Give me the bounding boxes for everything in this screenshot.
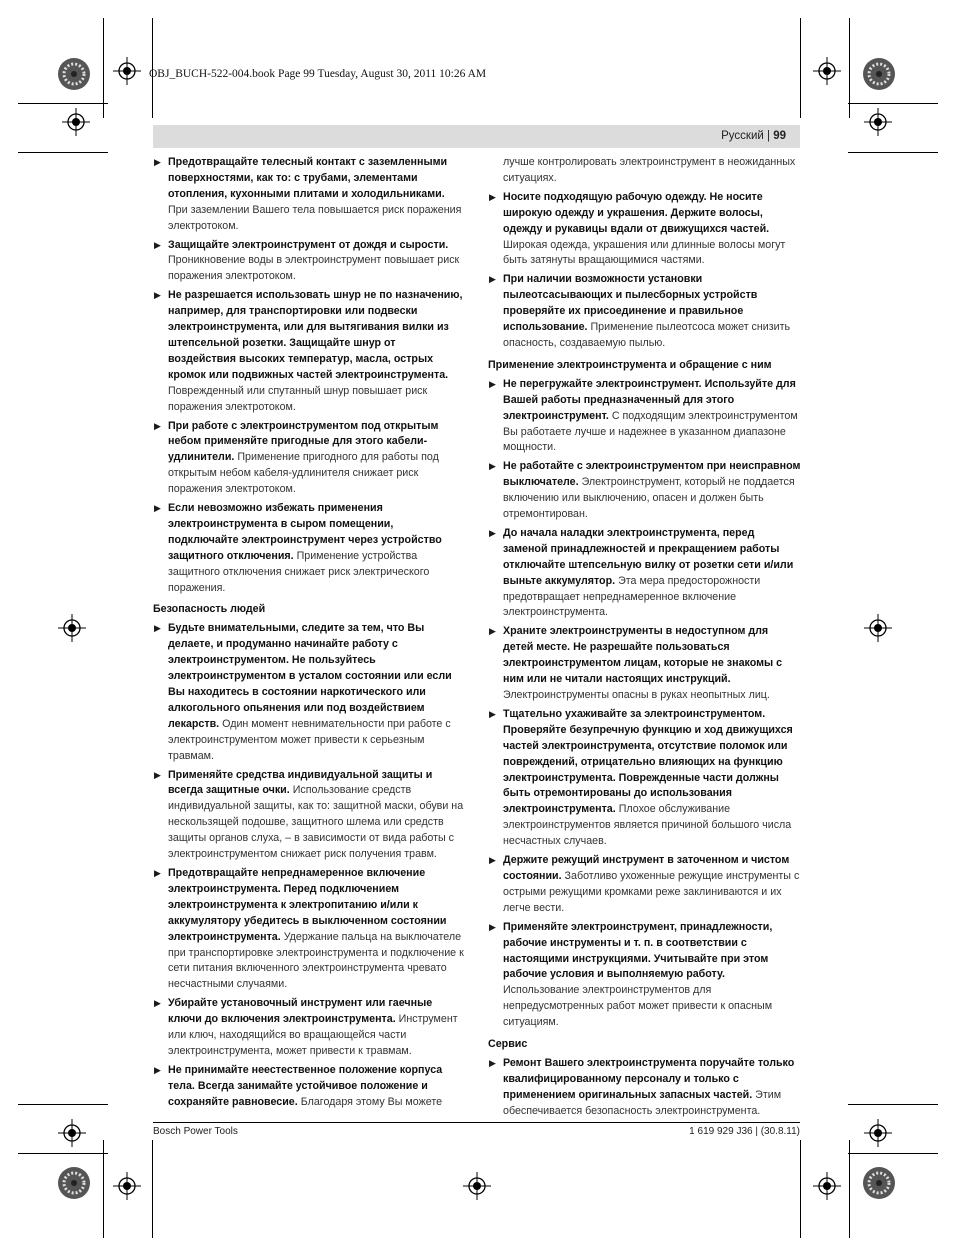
left-column bbox=[153, 155, 465, 1114]
crop-line bbox=[800, 18, 801, 118]
crop-line bbox=[848, 1104, 938, 1105]
bullet-arrow-icon: ▶ bbox=[489, 708, 496, 719]
bullet-arrow-icon: ▶ bbox=[154, 157, 161, 167]
list-item: ▶ Не работайте с электроинструментом при неисправном выключателе. Электроинструмент, который не поддается включению или выключению, опасен и должен быть отремонтирован. bbox=[489, 460, 801, 521]
footer-brand: Bosch Power Tools bbox=[153, 1126, 238, 1137]
bullet-arrow-icon: ▶ bbox=[489, 461, 496, 472]
header-separator: | bbox=[767, 130, 770, 142]
crop-line bbox=[152, 1140, 153, 1238]
crop-line bbox=[848, 103, 938, 104]
list-item: ▶ Будьте внимательными, следите за тем, что Вы делаете, и продуманно начинайте работу с электроинструментом. Не пользуйтесь электроинструментом в усталом состоянии или если Вы находитесь в состоянии наркотического или алкогольного опьянения или под воздействием лекарств. Один момент невнимательности при работе с электроинструментом может привести к серьезным травмам. bbox=[154, 622, 452, 762]
registration-target-icon bbox=[813, 1172, 841, 1200]
list-item: ▶ Если невозможно избежать применения электроинструмента в сыром помещении, подключайте электроинструмент через устройство защитного отключения. Применение устройства защитного отключения снижает риск электрического поражения. bbox=[154, 502, 442, 594]
bullet-arrow-icon: ▶ bbox=[154, 239, 161, 250]
footer-doc-id: 1 619 929 J36 | (30.8.11) bbox=[689, 1126, 800, 1137]
bullet-arrow-icon: ▶ bbox=[489, 274, 496, 285]
star-target-icon bbox=[862, 57, 896, 91]
footer-rule bbox=[153, 1122, 800, 1123]
bullet-arrow-icon: ▶ bbox=[489, 527, 496, 538]
registration-target-icon bbox=[58, 1119, 86, 1147]
list-item: ▶ Предотвращайте непреднамеренное включение электроинструмента. Перед подключением электроинструмента к электропитанию и/или к аккумулятору убедитесь в выключенном состоянии электроинструмента. Удержание пальца на выключателе при транспортировке электроинструмента и подключение к сети питания включенного электроинструмента чревато несчастными случаями. bbox=[154, 866, 464, 991]
continuation-text: лучше контролировать электроинструмент в неожиданных ситуациях. bbox=[503, 156, 796, 184]
bullet-arrow-icon: ▶ bbox=[489, 855, 496, 866]
registration-target-icon bbox=[864, 1119, 892, 1147]
registration-target-icon bbox=[113, 57, 141, 85]
crop-line bbox=[848, 152, 938, 153]
section-heading: Сервис bbox=[488, 1038, 528, 1051]
list-item: ▶ При наличии возможности установки пылеотсасывающих и пылесборных устройств проверяйте их присоединение и правильное использование. Применение пылеотсоса может снизить опасность, создаваемую пылью. bbox=[489, 273, 791, 349]
registration-target-icon bbox=[58, 614, 86, 642]
registration-target-icon bbox=[813, 57, 841, 85]
crop-line bbox=[18, 103, 108, 104]
registration-target-icon bbox=[62, 108, 90, 136]
list-item: ▶ Носите подходящую рабочую одежду. Не носите широкую одежду и украшения. Держите волосы, одежду и рукавицы вдали от движущихся частей. Широкая одежда, украшения или длинные волосы могут быть затянуты вращающимися частями. bbox=[489, 190, 786, 267]
bullet-arrow-icon: ▶ bbox=[154, 503, 161, 514]
page-number: 99 bbox=[773, 130, 786, 142]
bullet-arrow-icon: ▶ bbox=[154, 769, 161, 780]
star-target-icon bbox=[57, 57, 91, 91]
bullet-arrow-icon: ▶ bbox=[154, 998, 161, 1009]
star-target-icon bbox=[862, 1166, 896, 1200]
list-item: ▶ Не принимайте неестественное положение корпуса тела. Всегда занимайте устойчивое положение и сохраняйте равновесие. Благодаря этому Вы можете bbox=[154, 1063, 443, 1108]
list-item: ▶ Тщательно ухаживайте за электроинструментом. Проверяйте безупречную функцию и ход движущихся частей электроинструмента, отсутствие поломок или повреждений, отрицательно влияющих на функцию электроинструмента. Поврежденные части должны быть отремонтированы до использования электроинструмента. Плохое обслуживание электроинструментов является причиной большого числа несчастных случаев. bbox=[489, 707, 793, 848]
section-heading: Применение электроинструмента и обращение с ним bbox=[488, 358, 772, 371]
bullet-arrow-icon: ▶ bbox=[489, 191, 496, 202]
header-language: Русский bbox=[721, 130, 764, 142]
crop-line bbox=[18, 1104, 108, 1105]
bullet-arrow-icon: ▶ bbox=[489, 378, 496, 389]
list-item: ▶ Храните электроинструменты в недоступном для детей месте. Не разрешайте пользоваться электроинструментом лицам, которые не знакомы с ним или не читали настоящих инструкций. Электроинструменты опасны в руках неопытных лиц. bbox=[489, 625, 783, 701]
bullet-arrow-icon: ▶ bbox=[154, 867, 161, 878]
crop-line bbox=[18, 1153, 108, 1154]
page-header-band bbox=[153, 125, 800, 148]
list-item: ▶ Применяйте электроинструмент, принадлежности, рабочие инструменты и т. п. в соответствии с настоящими инструкциями. Учитывайте при этом рабочие условия и выполняемую работу. Использование электроинструментов для непредусмотренных работ может привести к опасным ситуациям. bbox=[489, 920, 773, 1029]
bullet-arrow-icon: ▶ bbox=[154, 290, 161, 301]
crop-line bbox=[848, 1153, 938, 1154]
list-item: ▶ Не разрешается использовать шнур не по назначению, например, для транспортировки или подвески электроинструмента, или для вытягивания вилки из штепсельной розетки. Защищайте шнур от воздействия высоких температур, масла, острых кромок или подвижных частей электроинструмента. Поврежденный или спутанный шнур повышает риск поражения электротоком. bbox=[154, 289, 463, 413]
bullet-arrow-icon: ▶ bbox=[154, 623, 161, 634]
bullet-arrow-icon: ▶ bbox=[489, 626, 496, 637]
list-item: ▶ Применяйте средства индивидуальной защиты и всегда защитные очки. Использование средств индивидуальной защиты, как то: защитной маски, обуви на нескользящей подошве, защитного шлема или средств защиты органов слуха, – в зависимости от вида работы с электроинструментом снижает риск получения травм. bbox=[154, 768, 464, 861]
registration-target-icon bbox=[113, 1172, 141, 1200]
bullet-arrow-icon: ▶ bbox=[154, 1064, 161, 1075]
registration-target-icon bbox=[463, 1172, 491, 1200]
print-slug: OBJ_BUCH-522-004.book Page 99 Tuesday, August 30, 2011 10:26 AM bbox=[149, 68, 487, 80]
list-item: ▶ Предотвращайте телесный контакт с заземленными поверхностями, как то: с трубами, элементами отопления, кухонными плитами и холодильниками. При заземлении Вашего тела повышается риск поражения электротоком. bbox=[154, 156, 462, 232]
bullet-arrow-icon: ▶ bbox=[489, 1057, 496, 1068]
crop-line bbox=[18, 152, 108, 153]
list-item: ▶ Ремонт Вашего электроинструмента поручайте только квалифицированному персоналу и только с применением оригинальных запасных частей. Этим обеспечивается безопасность электроинструмента. bbox=[489, 1056, 795, 1117]
bullet-arrow-icon: ▶ bbox=[154, 420, 161, 431]
list-item: ▶ Убирайте установочный инструмент или гаечные ключи до включения электроинструмента. Инструмент или ключ, находящийся во вращающейся части электроинструмента, может привести к травмам. bbox=[154, 997, 458, 1057]
list-item: ▶ Защищайте электроинструмент от дождя и сырости. Проникновение воды в электроинструмент повышает риск поражения электротоком. bbox=[154, 238, 460, 283]
section-heading: Безопасность людей bbox=[153, 603, 266, 616]
registration-target-icon bbox=[864, 108, 892, 136]
bullet-arrow-icon: ▶ bbox=[489, 921, 496, 932]
page-header bbox=[721, 130, 786, 142]
right-column bbox=[488, 155, 801, 1123]
crop-line bbox=[849, 1140, 850, 1238]
list-item: ▶ При работе с электроинструментом под открытым небом применяйте пригодные для этого кабели-удлинители. Применение пригодного для работы под открытым небом кабеля-удлинителя снижает риск поражения электротоком. bbox=[154, 419, 439, 496]
crop-line bbox=[800, 1140, 801, 1238]
list-item: ▶ Не перегружайте электроинструмент. Используйте для Вашей работы предназначенный для этого электроинструмент. С подходящим электроинструментом Вы работаете лучше и надежнее в указанном диапазоне мощности. bbox=[489, 377, 798, 454]
crop-line bbox=[103, 1140, 104, 1238]
list-item: ▶ Держите режущий инструмент в заточенном и чистом состоянии. Заботливо ухоженные режущие инструменты с острыми режущими кромками реже заклиниваются и их легче вести. bbox=[489, 854, 800, 914]
registration-target-icon bbox=[864, 614, 892, 642]
star-target-icon bbox=[57, 1166, 91, 1200]
list-item: ▶ До начала наладки электроинструмента, перед заменой принадлежностей и прекращением работы отключайте штепсельную вилку от розетки сети и/или выньте аккумулятор. Эта мера предосторожности предотвращает непреднамеренное включение электроинструмента. bbox=[489, 526, 794, 619]
